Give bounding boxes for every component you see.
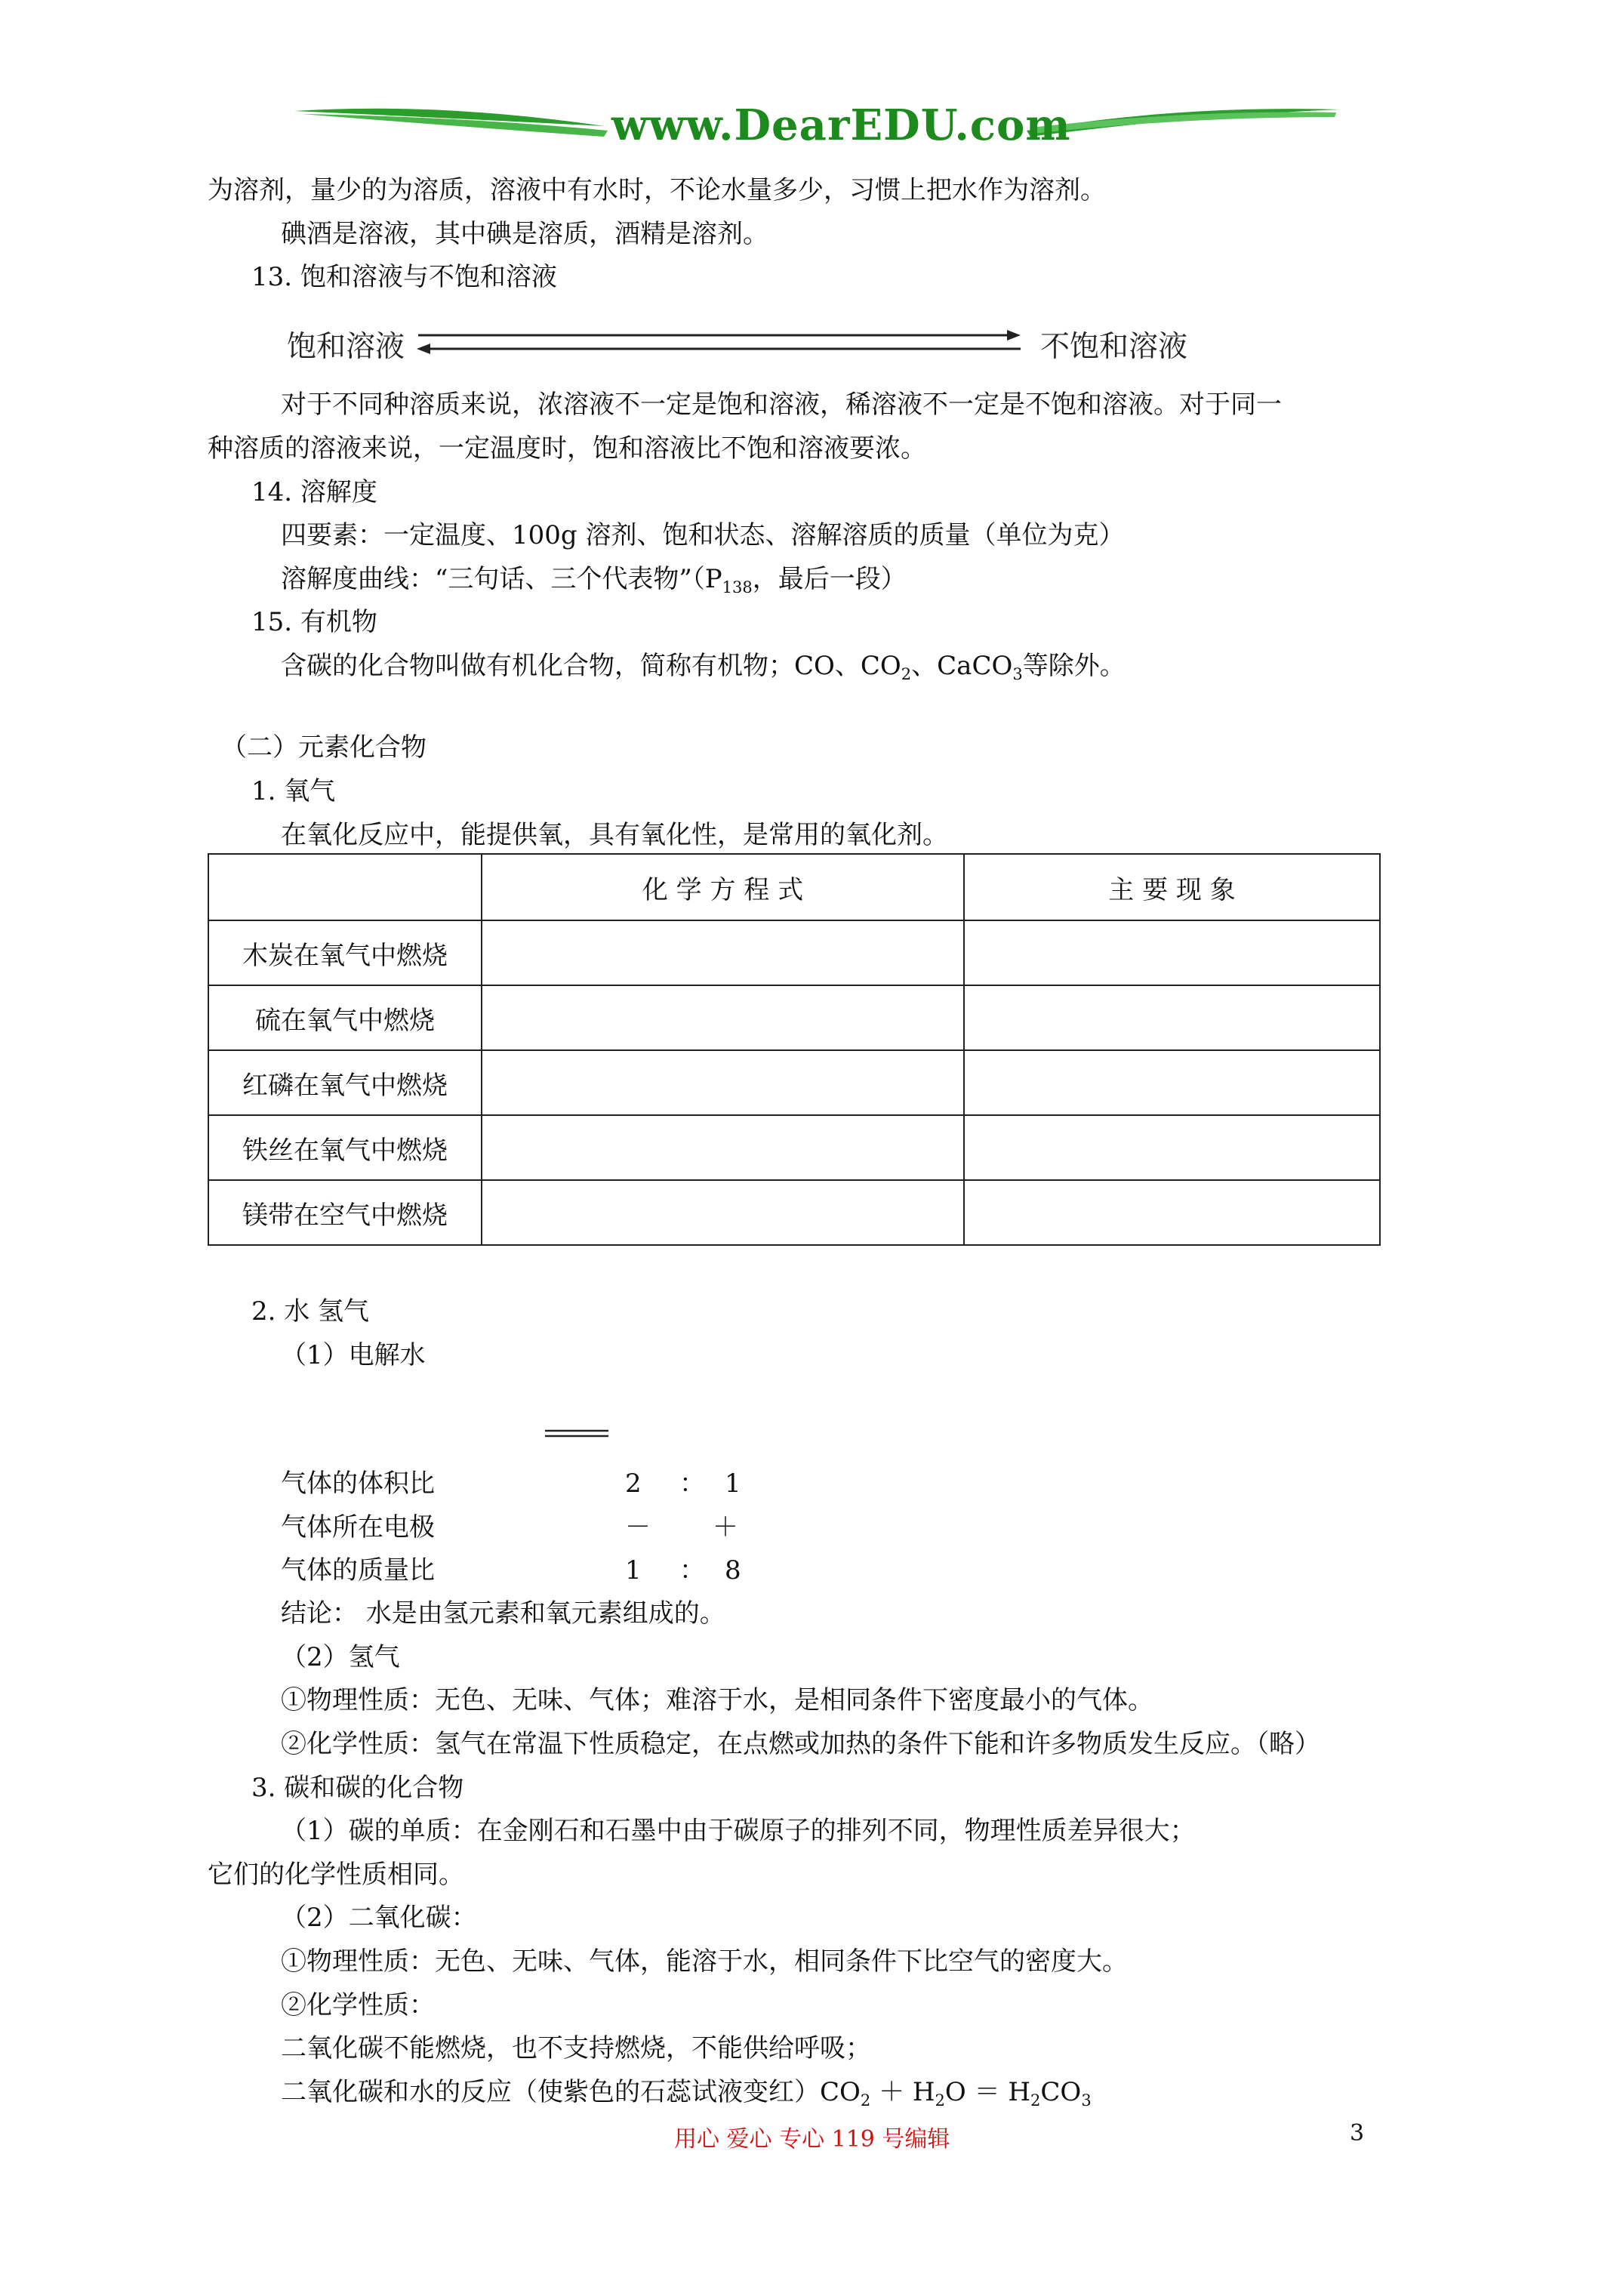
text-line: 种溶质的溶液来说，一定温度时，饱和溶液比不饱和溶液要浓。 <box>208 433 926 464</box>
table-cell-phenomenon[interactable] <box>964 1180 1380 1245</box>
saturated-solution-label: 饱和溶液 <box>287 330 405 364</box>
table-cell-reaction: 镁带在空气中燃烧 <box>208 1180 482 1245</box>
table-header-cell: 化 学 方 程 式 <box>482 854 964 920</box>
electrolysis-label: 气体的质量比 <box>281 1555 435 1586</box>
subsection-heading: （2）氢气 <box>281 1642 400 1672</box>
electrolysis-separator: ： <box>679 1555 705 1586</box>
text-line: 溶解度曲线：“三句话、三个代表物$”(P_{138}$，最后一段） <box>281 564 907 596</box>
table-row <box>208 1050 1380 1115</box>
text-line: 二氧化碳不能燃烧，也不支持燃烧，不能供给呼吸； <box>281 2033 871 2063</box>
text-line: ①物理性质：无色、无味、气体；难溶于水，是相同条件下密度最小的气体。 <box>281 1685 1153 1715</box>
section-heading: 14. 溶解度 <box>251 477 377 507</box>
text-line: （1）碳的单质：在金刚石和石墨中由于碳原子的排列不同，物理性质差异很大； <box>281 1816 1196 1846</box>
table-row <box>208 1180 1380 1245</box>
subsection-heading: （2）二氧化碳： <box>281 1903 477 1933</box>
footer-editor-note: 用心 爱心 专心 119 号编辑 <box>674 2126 950 2153</box>
table-cell-reaction: 红磷在氧气中燃烧 <box>208 1050 482 1115</box>
text-line: ②化学性质： <box>281 1990 435 2020</box>
text-line: 二氧化碳和水的反应（使紫色的石蕊试液变红）$CO_2 + H_2O = H_2CO_3$ <box>281 2077 1092 2110</box>
table-cell-equation[interactable] <box>482 920 964 985</box>
unsaturated-solution-label: 不饱和溶液 <box>1040 330 1188 364</box>
text-line: 四要素：一定温度、100g 溶剂、饱和状态、溶解溶质的质量（单位为克） <box>281 520 1125 550</box>
table-cell-equation[interactable] <box>482 1180 964 1245</box>
section-heading: 2. 水 氢气 <box>251 1296 370 1327</box>
text-line: 它们的化学性质相同。 <box>208 1860 464 1890</box>
page-number: 3 <box>1350 2120 1365 2147</box>
electrolysis-value: ＋ <box>713 1512 738 1542</box>
text-line: 对于不同种溶质来说，浓溶液不一定是饱和溶液，稀溶液不一定是不饱和溶液。对于同一 <box>281 390 1282 420</box>
table-cell-equation[interactable] <box>482 985 964 1050</box>
table-row <box>208 985 1380 1050</box>
table-header-cell: 主 要 现 象 <box>964 854 1380 920</box>
section-heading: 1. 氧气 <box>251 776 336 806</box>
table-row <box>208 1115 1380 1180</box>
table-cell-phenomenon[interactable] <box>964 920 1380 985</box>
electrolysis-value: 2 <box>625 1469 642 1499</box>
table-cell-phenomenon[interactable] <box>964 1050 1380 1115</box>
table-cell-reaction: 木炭在氧气中燃烧 <box>208 920 482 985</box>
table-cell-phenomenon[interactable] <box>964 1115 1380 1180</box>
section-heading: （二）元素化合物 <box>221 732 427 763</box>
electrolysis-label: 气体所在电极 <box>281 1512 435 1542</box>
section-heading: 3. 碳和碳的化合物 <box>251 1773 464 1803</box>
table-cell-reaction: 硫在氧气中燃烧 <box>208 985 482 1050</box>
table-cell-equation[interactable] <box>482 1115 964 1180</box>
subsection-heading: （1）电解水 <box>281 1340 426 1370</box>
table-row <box>208 920 1380 985</box>
table-header-row <box>208 854 1380 920</box>
table-cell-reaction: 铁丝在氧气中燃烧 <box>208 1115 482 1180</box>
electrolysis-separator: ： <box>679 1469 705 1499</box>
electrolysis-value: 1 <box>725 1469 741 1499</box>
section-heading: 15. 有机物 <box>251 607 377 637</box>
electrolysis-label: 气体的体积比 <box>281 1469 435 1499</box>
table-header-cell <box>208 854 482 920</box>
equation-equals-sign <box>545 1429 608 1438</box>
table-cell-equation[interactable] <box>482 1050 964 1115</box>
site-logo-text[interactable]: www.DearEDU.com <box>611 100 1071 150</box>
electrolysis-value: 1 <box>625 1555 642 1586</box>
text-line: 结论： 水是由氢元素和氧元素组成的。 <box>281 1598 725 1629</box>
text-line: 在氧化反应中，能提供氧，具有氧化性，是常用的氧化剂。 <box>281 820 948 850</box>
text-line: 为溶剂，量少的为溶质，溶液中有水时，不论水量多少，习惯上把水作为溶剂。 <box>208 175 1106 205</box>
conversion-arrows-icon <box>414 326 1025 356</box>
text-line: ①物理性质：无色、无味、气体，能溶于水，相同条件下比空气的密度大。 <box>281 1946 1128 1977</box>
table-cell-phenomenon[interactable] <box>964 985 1380 1050</box>
electrolysis-value: 8 <box>725 1555 741 1586</box>
section-heading: 13. 饱和溶液与不饱和溶液 <box>251 262 557 292</box>
electrolysis-value: － <box>625 1512 651 1542</box>
text-line: 含碳的化合物叫做有机化合物，简称有机物；CO、$CO_2$、CaCO$_3$等除外。 <box>281 651 1126 683</box>
text-line: ②化学性质：氢气在常温下性质稳定，在点燃或加热的条件下能和许多物质发生反应。（略） <box>281 1729 1320 1759</box>
text-line: 碘酒是溶液，其中碘是溶质，酒精是溶剂。 <box>281 219 768 249</box>
oxygen-reaction-table <box>208 853 1381 1246</box>
